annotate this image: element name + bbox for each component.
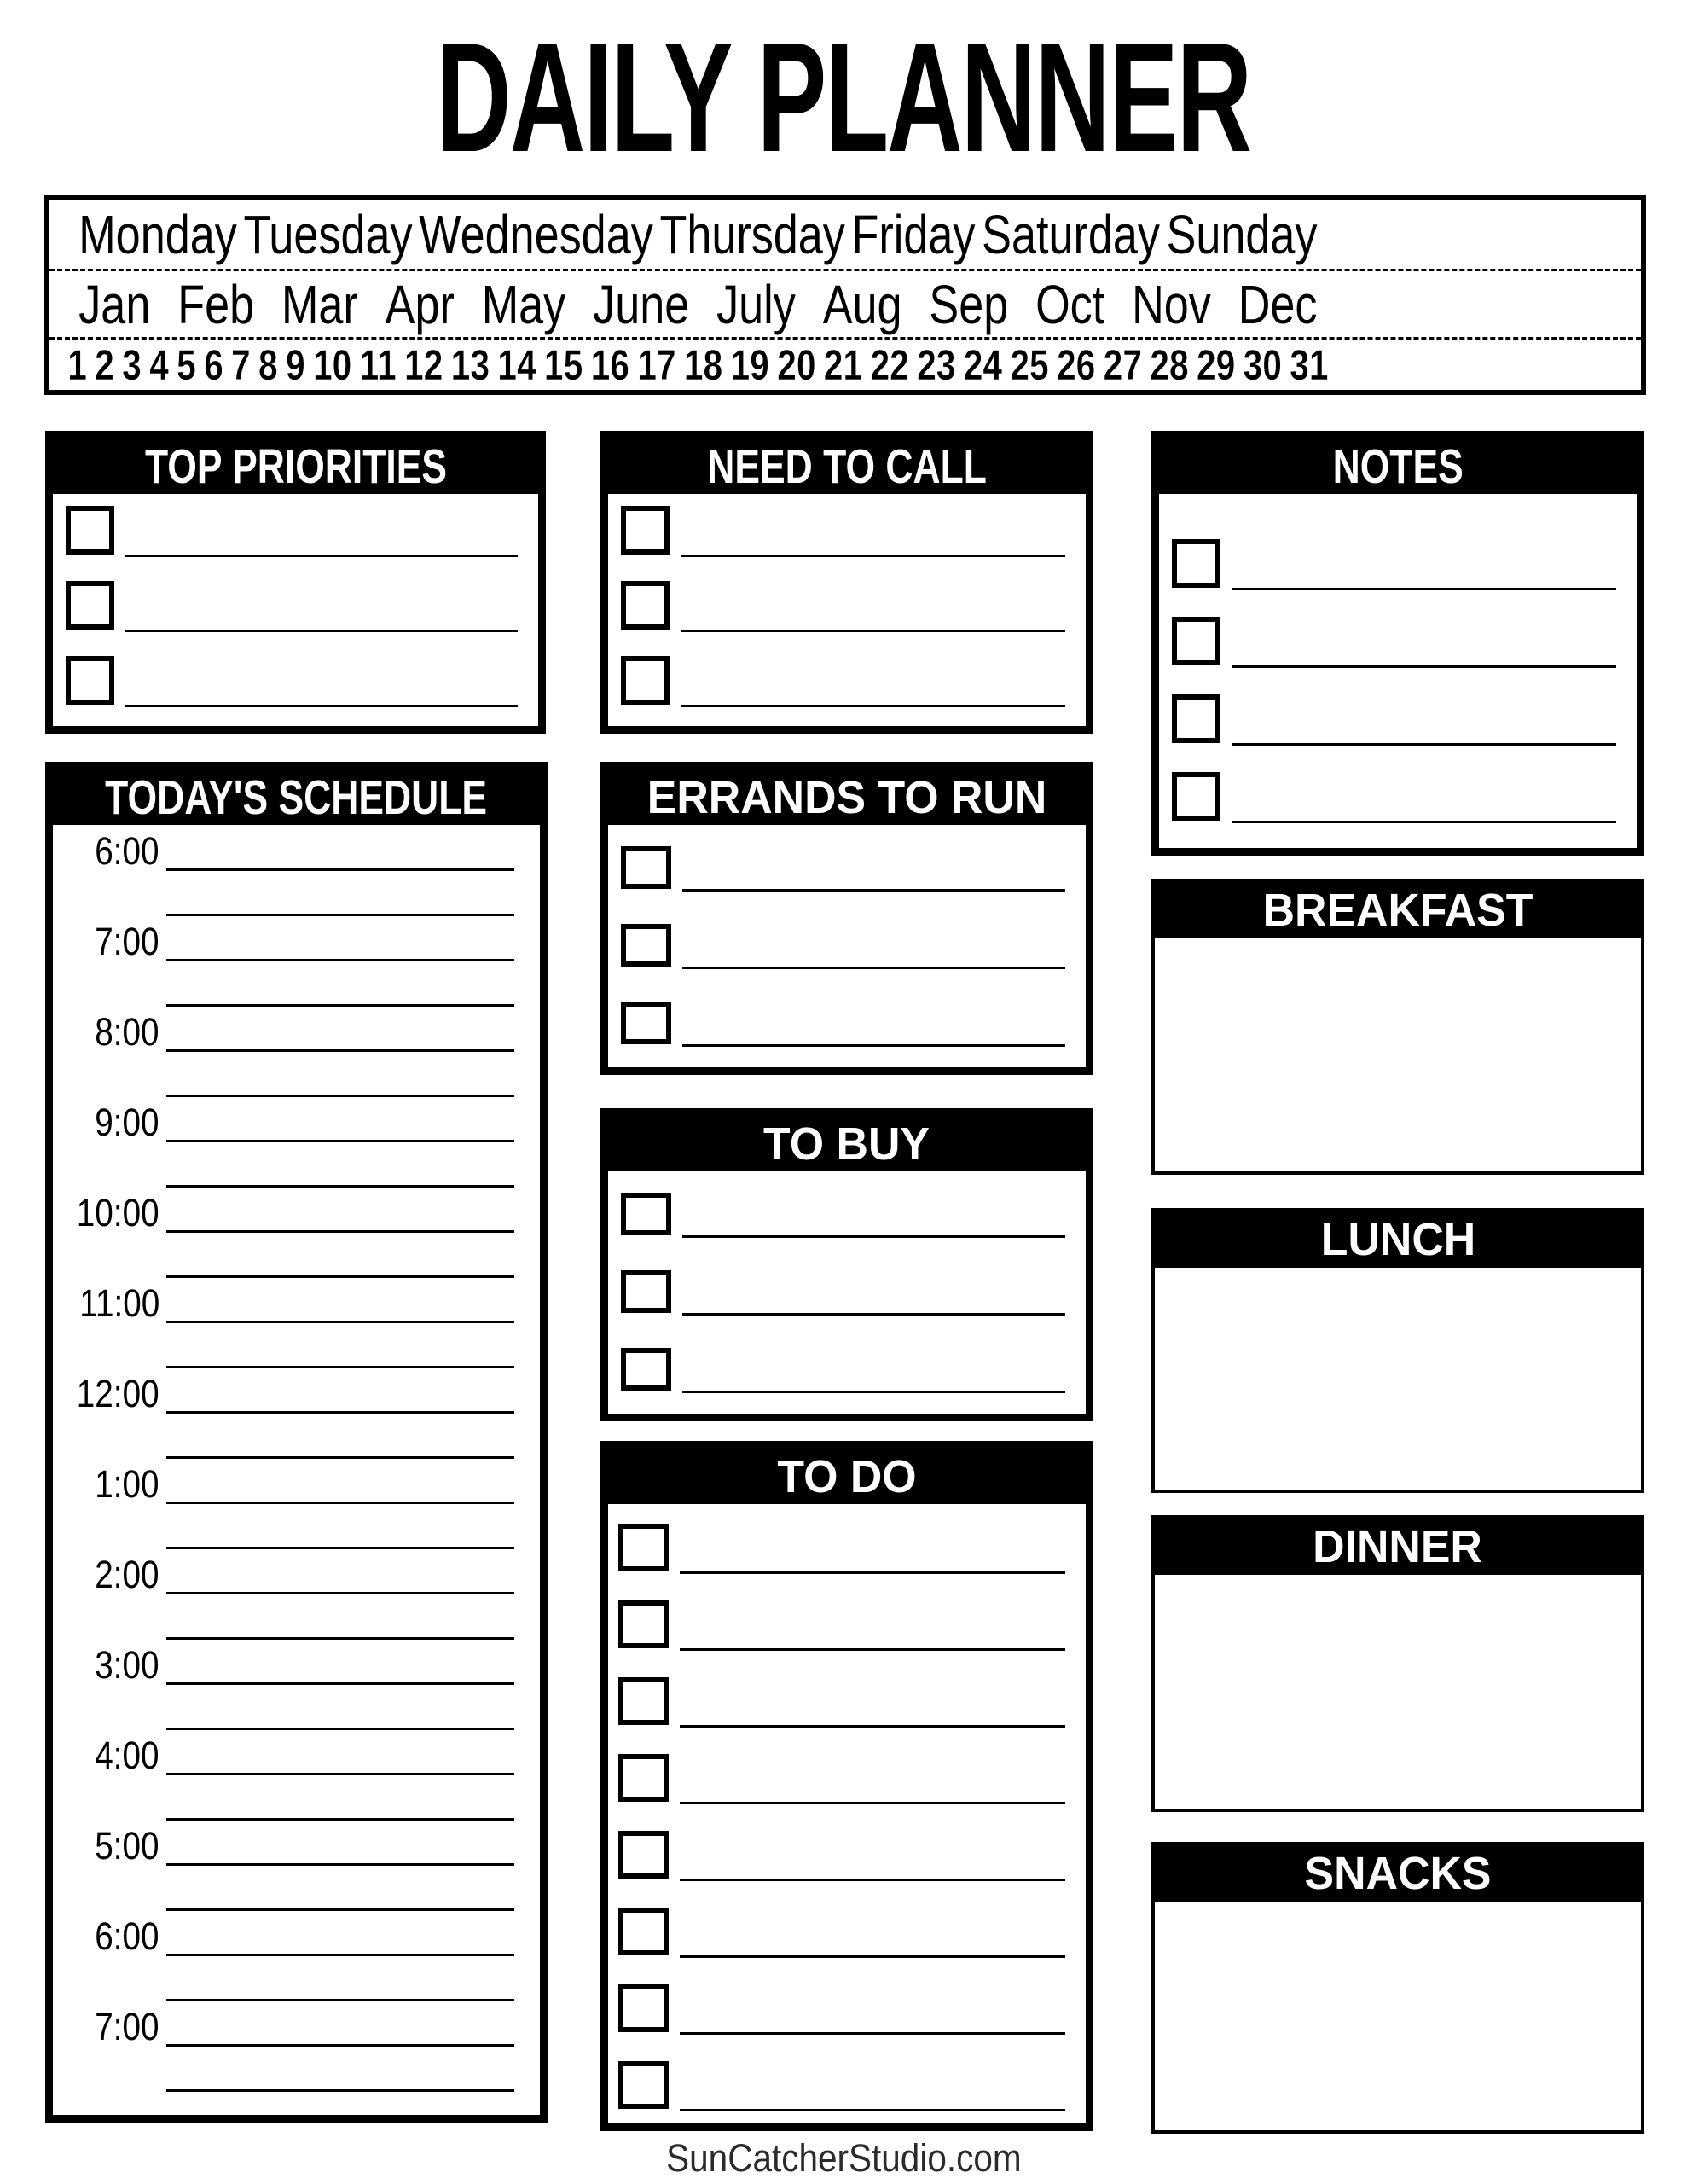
date-label[interactable]: 7 xyxy=(231,340,251,389)
checkbox[interactable] xyxy=(618,1600,669,1648)
write-in-line[interactable] xyxy=(1232,694,1616,746)
time-label xyxy=(53,2007,159,2047)
errands-section xyxy=(600,762,1093,1075)
write-in-line[interactable] xyxy=(682,1002,1065,1047)
checklist-row xyxy=(608,1754,1086,1831)
checkbox[interactable] xyxy=(66,656,114,705)
schedule-hour-row xyxy=(53,1188,540,1233)
lunch-section xyxy=(1151,1208,1644,1493)
write-in-line[interactable] xyxy=(681,506,1065,557)
checklist-row xyxy=(608,846,1086,924)
schedule-half-hour-row xyxy=(53,1052,540,1097)
calendar-months-row xyxy=(49,271,1641,340)
schedule-write-in-line[interactable] xyxy=(166,1185,514,1233)
write-in-line[interactable] xyxy=(682,1348,1065,1393)
page-title xyxy=(0,9,1687,184)
schedule-write-in-line[interactable] xyxy=(166,1004,514,1052)
schedule-write-in-line[interactable] xyxy=(166,1049,514,1097)
write-in-line[interactable] xyxy=(680,1677,1065,1728)
checklist-row xyxy=(1159,772,1637,850)
time-label-text: 6:00 xyxy=(95,829,159,874)
checkbox[interactable] xyxy=(618,1524,669,1571)
notes-title: NOTES xyxy=(1332,439,1464,494)
to-do-section xyxy=(600,1441,1093,2131)
time-label-text: 10:00 xyxy=(77,1191,159,1235)
schedule-write-in-line[interactable] xyxy=(166,959,514,1007)
checkbox[interactable] xyxy=(618,1984,669,2032)
top-priorities-header xyxy=(53,439,538,494)
month-label[interactable]: Feb xyxy=(177,273,255,335)
date-label[interactable]: 24 xyxy=(963,340,1003,389)
schedule-hour-row xyxy=(53,1459,540,1507)
date-label[interactable]: 29 xyxy=(1196,340,1236,389)
schedule-write-in-line[interactable] xyxy=(166,1682,514,1730)
notes-list xyxy=(1159,494,1637,850)
schedule-half-hour-row xyxy=(53,1594,540,1640)
day-label[interactable]: Thursday xyxy=(659,203,845,265)
schedule-write-in-line[interactable] xyxy=(166,1908,514,1956)
time-label-text: 8:00 xyxy=(95,1010,159,1054)
schedule-hour-row xyxy=(53,1911,540,1959)
schedule-half-hour-row xyxy=(53,1775,540,1821)
dinner-header xyxy=(1155,1519,1641,1575)
schedule-hour-row xyxy=(53,2001,540,2047)
schedule-write-in-line[interactable] xyxy=(166,823,514,871)
time-label xyxy=(53,1553,159,1597)
checkbox[interactable] xyxy=(621,581,670,630)
schedule-write-in-line[interactable] xyxy=(166,1592,514,1640)
schedule-half-hour-row xyxy=(53,2047,540,2092)
schedule-write-in-line[interactable] xyxy=(166,1637,514,1685)
month-label[interactable]: Aug xyxy=(822,273,902,335)
schedule-hour-row xyxy=(53,1640,540,1685)
checkbox[interactable] xyxy=(1172,772,1220,821)
schedule-hour-row xyxy=(53,1097,540,1145)
top-priorities-list xyxy=(53,494,538,731)
schedule-hour-row xyxy=(53,826,540,874)
to-do-list xyxy=(608,1504,1086,2138)
time-label-text: 7:00 xyxy=(95,2005,159,2049)
schedule-write-in-line[interactable] xyxy=(166,1773,514,1821)
snacks-section xyxy=(1151,1842,1644,2134)
date-label[interactable]: 28 xyxy=(1150,340,1189,389)
checklist-row xyxy=(1159,539,1637,617)
checkbox[interactable] xyxy=(1172,539,1220,588)
day-label[interactable]: Friday xyxy=(851,203,976,265)
breakfast-section xyxy=(1151,879,1644,1175)
checklist-row xyxy=(608,2061,1086,2138)
to-buy-section xyxy=(600,1108,1093,1421)
checklist-row xyxy=(608,1524,1086,1600)
write-in-line[interactable] xyxy=(125,581,518,632)
time-label-text: 5:00 xyxy=(95,1824,159,1868)
date-label[interactable]: 25 xyxy=(1010,340,1049,389)
checklist-row xyxy=(608,581,1086,656)
breakfast-title: BREAKFAST xyxy=(1262,885,1533,936)
calendar-days-row xyxy=(49,200,1641,271)
schedule-write-in-line[interactable] xyxy=(166,1863,514,1911)
write-in-line[interactable] xyxy=(125,506,518,557)
schedule-write-in-line[interactable] xyxy=(166,1275,514,1323)
checklist-row xyxy=(1159,617,1637,694)
time-label xyxy=(53,1734,159,1778)
checkbox[interactable] xyxy=(618,1677,669,1725)
schedule-hour-row xyxy=(53,1368,540,1414)
schedule-write-in-line[interactable] xyxy=(166,1728,514,1775)
checkbox[interactable] xyxy=(618,1908,669,1955)
time-label xyxy=(53,1462,159,1507)
month-label[interactable]: Dec xyxy=(1238,273,1318,335)
write-in-line[interactable] xyxy=(682,846,1065,892)
time-label xyxy=(53,1643,159,1687)
schedule-hour-row xyxy=(53,1730,540,1778)
time-label-text: 3:00 xyxy=(95,1643,159,1687)
checklist-row xyxy=(608,1908,1086,1984)
write-in-line[interactable] xyxy=(681,656,1065,707)
write-in-line[interactable] xyxy=(681,581,1065,632)
top-priorities-title: TOP PRIORITIES xyxy=(144,439,447,494)
checkbox[interactable] xyxy=(621,1270,671,1313)
schedule-half-hour-row xyxy=(53,961,540,1007)
time-label-text: 1:00 xyxy=(95,1462,159,1507)
todays-schedule-title: TODAY'S SCHEDULE xyxy=(105,770,488,825)
write-in-line[interactable] xyxy=(680,1754,1065,1804)
checkbox[interactable] xyxy=(618,1831,669,1879)
write-in-line[interactable] xyxy=(125,656,518,707)
write-in-line[interactable] xyxy=(680,1831,1065,1881)
write-in-line[interactable] xyxy=(680,2061,1065,2111)
checklist-row xyxy=(608,1831,1086,1908)
todays-schedule-header xyxy=(53,770,540,825)
checklist-row xyxy=(53,506,538,581)
to-do-header xyxy=(608,1449,1086,1504)
date-label[interactable]: 23 xyxy=(917,340,956,389)
date-label[interactable]: 5 xyxy=(177,340,196,389)
checkbox[interactable] xyxy=(66,506,114,555)
month-label[interactable]: Nov xyxy=(1132,273,1211,335)
time-label-text: 2:00 xyxy=(95,1553,159,1597)
checklist-row xyxy=(1159,694,1637,772)
checklist-row xyxy=(608,924,1086,1002)
date-label[interactable]: 2 xyxy=(95,340,114,389)
date-label[interactable]: 15 xyxy=(543,340,583,389)
need-to-call-section xyxy=(600,431,1093,734)
date-label[interactable]: 10 xyxy=(312,340,352,389)
schedule-half-hour-row xyxy=(53,1956,540,2001)
date-label[interactable]: 6 xyxy=(204,340,223,389)
write-in-line[interactable] xyxy=(1232,617,1616,668)
errands-header xyxy=(608,770,1086,825)
time-label-text: 6:00 xyxy=(95,1914,159,1959)
schedule-half-hour-row xyxy=(53,871,540,916)
date-label[interactable]: 17 xyxy=(637,340,676,389)
checklist-row xyxy=(53,581,538,656)
calendar-strip xyxy=(44,195,1646,395)
schedule-write-in-line[interactable] xyxy=(166,1321,514,1368)
schedule-write-in-line[interactable] xyxy=(166,1095,514,1142)
month-label[interactable]: May xyxy=(481,273,566,335)
notes-header xyxy=(1159,439,1637,494)
checkbox[interactable] xyxy=(621,656,670,705)
need-to-call-title: NEED TO CALL xyxy=(707,439,987,494)
day-label[interactable]: Saturday xyxy=(982,203,1160,265)
schedule-hour-row xyxy=(53,1549,540,1597)
to-buy-header xyxy=(608,1116,1086,1171)
top-priorities-section xyxy=(45,431,546,734)
day-label[interactable]: Wednesday xyxy=(419,203,653,265)
time-label xyxy=(53,1191,159,1235)
need-to-call-header xyxy=(608,439,1086,494)
page-title-text: DAILY PLANNER xyxy=(436,9,1251,184)
checklist-row xyxy=(608,1270,1086,1348)
footer-url: SunCatcherStudio.com xyxy=(665,2136,1022,2180)
snacks-header xyxy=(1155,1845,1641,1902)
schedule-half-hour-row xyxy=(53,1323,540,1368)
time-label xyxy=(53,1824,159,1868)
write-in-line[interactable] xyxy=(1232,772,1616,823)
lunch-header xyxy=(1155,1211,1641,1268)
day-label[interactable]: Sunday xyxy=(1166,203,1318,265)
schedule-write-in-line[interactable] xyxy=(166,2044,514,2092)
date-label[interactable]: 13 xyxy=(450,340,490,389)
schedule-hour-row xyxy=(53,1821,540,1866)
month-label[interactable]: July xyxy=(716,273,796,335)
checkbox[interactable] xyxy=(1172,617,1220,665)
schedule-write-in-line[interactable] xyxy=(166,1411,514,1459)
checkbox[interactable] xyxy=(1172,694,1220,743)
write-in-line[interactable] xyxy=(682,1270,1065,1316)
date-label[interactable]: 16 xyxy=(590,340,629,389)
checkbox[interactable] xyxy=(66,581,114,630)
time-label-text: 12:00 xyxy=(77,1372,159,1416)
checklist-row xyxy=(53,656,538,731)
day-label[interactable]: Tuesday xyxy=(243,203,413,265)
schedule-half-hour-row xyxy=(53,1504,540,1549)
date-label[interactable]: 8 xyxy=(258,340,278,389)
schedule-write-in-line[interactable] xyxy=(166,914,514,961)
dinner-section xyxy=(1151,1515,1644,1812)
checkbox[interactable] xyxy=(618,1754,669,1802)
date-label[interactable]: 20 xyxy=(777,340,816,389)
date-label[interactable]: 18 xyxy=(683,340,723,389)
date-label[interactable]: 9 xyxy=(285,340,305,389)
write-in-line[interactable] xyxy=(680,1524,1065,1574)
schedule-hour-row xyxy=(53,1007,540,1052)
checkbox[interactable] xyxy=(621,846,671,889)
calendar-dates-row xyxy=(49,340,1641,390)
checklist-row xyxy=(608,1002,1086,1079)
schedule-half-hour-row xyxy=(53,1866,540,1911)
day-label[interactable]: Monday xyxy=(78,203,237,265)
date-label[interactable]: 31 xyxy=(1290,340,1329,389)
schedule-half-hour-row xyxy=(53,1233,540,1278)
date-label[interactable]: 26 xyxy=(1057,340,1096,389)
dinner-title: DINNER xyxy=(1313,1521,1483,1572)
schedule-half-hour-row xyxy=(53,1685,540,1730)
write-in-line[interactable] xyxy=(682,924,1065,969)
write-in-line[interactable] xyxy=(682,1193,1065,1238)
date-label[interactable]: 3 xyxy=(122,340,142,389)
to-buy-title: TO BUY xyxy=(763,1118,930,1170)
schedule-write-in-line[interactable] xyxy=(166,1502,514,1549)
month-label[interactable]: June xyxy=(593,273,690,335)
checklist-row xyxy=(608,1600,1086,1677)
schedule-half-hour-row xyxy=(53,1414,540,1459)
checklist-row xyxy=(608,1984,1086,2061)
schedule-write-in-line[interactable] xyxy=(166,1230,514,1278)
month-label[interactable]: Oct xyxy=(1035,273,1105,335)
time-label-text: 7:00 xyxy=(95,920,159,964)
lunch-title: LUNCH xyxy=(1320,1214,1475,1265)
month-label[interactable]: Apr xyxy=(385,273,455,335)
time-label-text: 4:00 xyxy=(95,1734,159,1778)
schedule-half-hour-row xyxy=(53,1142,540,1188)
schedule-write-in-line[interactable] xyxy=(166,1366,514,1414)
schedule-write-in-line[interactable] xyxy=(166,1456,514,1504)
time-label xyxy=(53,1914,159,1959)
schedule-rows xyxy=(53,825,540,2092)
schedule-write-in-line[interactable] xyxy=(166,1954,514,2001)
write-in-line[interactable] xyxy=(680,1908,1065,1958)
schedule-hour-row xyxy=(53,1278,540,1326)
checklist-row xyxy=(608,1348,1086,1426)
checkbox[interactable] xyxy=(618,2061,669,2109)
checkbox[interactable] xyxy=(621,1002,671,1044)
time-label xyxy=(53,1374,159,1414)
time-label xyxy=(53,920,159,964)
month-label[interactable]: Sep xyxy=(929,273,1009,335)
notes-section xyxy=(1151,431,1644,856)
checklist-row xyxy=(608,1677,1086,1754)
month-label[interactable]: Jan xyxy=(78,273,151,335)
write-in-line[interactable] xyxy=(680,1600,1065,1651)
write-in-line[interactable] xyxy=(1232,539,1616,590)
schedule-write-in-line[interactable] xyxy=(166,1818,514,1866)
to-buy-list xyxy=(608,1171,1086,1426)
snacks-title: SNACKS xyxy=(1304,1848,1492,1899)
checklist-row xyxy=(608,656,1086,731)
write-in-line[interactable] xyxy=(680,1984,1065,2035)
date-label[interactable]: 30 xyxy=(1243,340,1282,389)
time-label-text: 11:00 xyxy=(79,1281,159,1326)
footer xyxy=(0,2136,1687,2181)
checklist-row xyxy=(608,1193,1086,1270)
date-label[interactable]: 11 xyxy=(359,340,397,389)
time-label xyxy=(53,1101,159,1145)
checkbox[interactable] xyxy=(621,506,670,555)
need-to-call-list xyxy=(608,494,1086,731)
time-label-text: 9:00 xyxy=(95,1101,159,1145)
errands-title: ERRANDS TO RUN xyxy=(646,771,1047,823)
date-label[interactable]: 27 xyxy=(1103,340,1142,389)
time-label xyxy=(53,829,159,874)
todays-schedule-section xyxy=(45,762,548,2123)
month-label[interactable]: Mar xyxy=(281,273,358,335)
checkbox[interactable] xyxy=(621,1348,671,1391)
breakfast-header xyxy=(1155,882,1641,938)
checkbox[interactable] xyxy=(621,924,671,967)
date-label[interactable]: 22 xyxy=(870,340,909,389)
errands-list xyxy=(608,825,1086,1079)
date-label[interactable]: 14 xyxy=(497,340,536,389)
schedule-hour-row xyxy=(53,916,540,964)
time-label xyxy=(53,1010,159,1054)
checklist-row xyxy=(608,506,1086,581)
checkbox[interactable] xyxy=(621,1193,671,1235)
date-label[interactable]: 4 xyxy=(149,340,169,389)
to-do-title: TO DO xyxy=(777,1450,917,1502)
time-label xyxy=(53,1281,159,1326)
schedule-write-in-line[interactable] xyxy=(166,1547,514,1594)
date-label[interactable]: 19 xyxy=(730,340,769,389)
schedule-write-in-line[interactable] xyxy=(166,1999,514,2047)
date-label[interactable]: 21 xyxy=(823,340,863,389)
date-label[interactable]: 12 xyxy=(404,340,443,389)
schedule-write-in-line[interactable] xyxy=(166,868,514,916)
date-label[interactable]: 1 xyxy=(67,340,87,389)
schedule-write-in-line[interactable] xyxy=(166,1140,514,1188)
